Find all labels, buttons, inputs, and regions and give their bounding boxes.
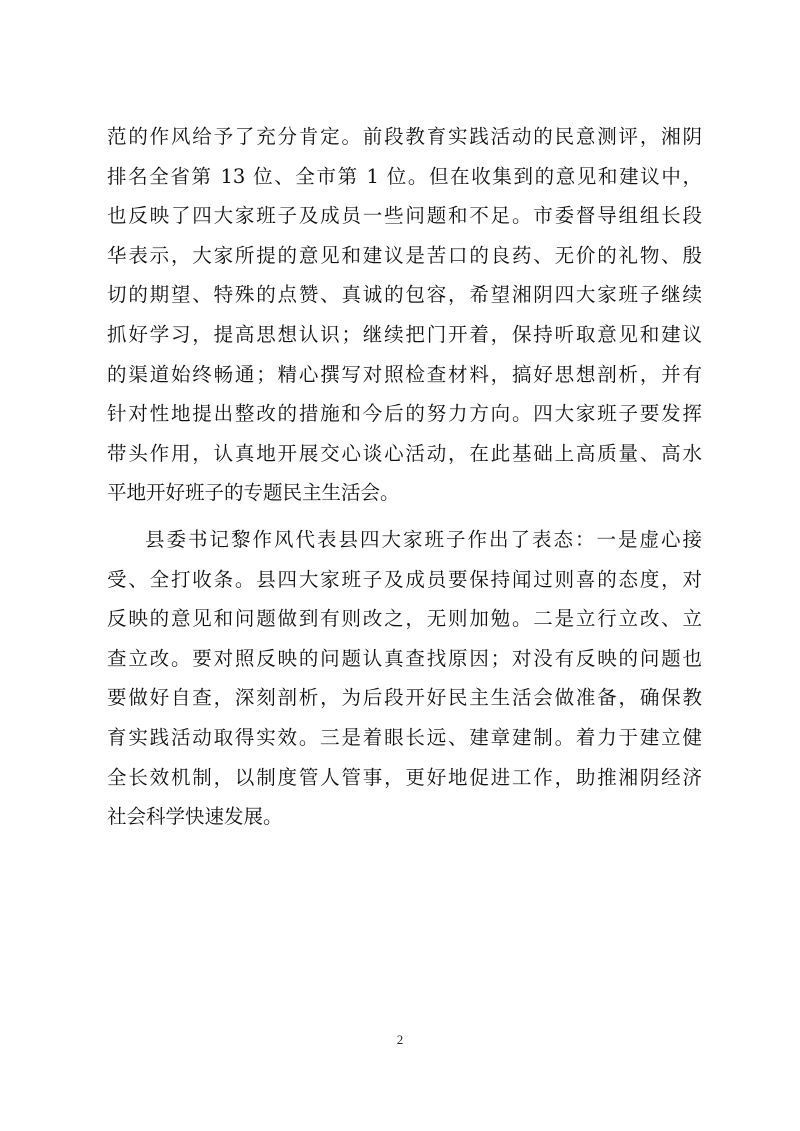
text-line: 育实践活动取得实效。三是着眼长远、建章建制。着力于建立健 bbox=[107, 725, 702, 749]
text-line: 抓好学习，提高思想认识；继续把门开着，保持听取意见和建议 bbox=[107, 322, 702, 346]
text-line: 排名全省第 13 位、全市第 1 位。但在收集到的意见和建议中， bbox=[107, 164, 702, 188]
text-line: 县委书记黎作风代表县四大家班子作出了表态：一是虚心接 bbox=[145, 527, 702, 551]
paragraph-spacer bbox=[107, 513, 702, 520]
text-line: 华表示，大家所提的意见和建议是苦口的良药、无价的礼物、殷 bbox=[107, 243, 702, 267]
text-line: 针对性地提出整改的措施和今后的努力方向。四大家班子要发挥 bbox=[107, 402, 702, 426]
text-line: 查立改。要对照反映的问题认真查找原因；对没有反映的问题也 bbox=[107, 646, 702, 670]
text-line: 受、全打收条。县四大家班子及成员要保持闻过则喜的态度，对 bbox=[107, 567, 702, 591]
text-line: 的渠道始终畅通；精心撰写对照检查材料，搞好思想剖析，并有 bbox=[107, 362, 702, 386]
page-number: 2 bbox=[396, 1032, 404, 1047]
text-line: 带头作用，认真地开展交心谈心活动，在此基础上高质量、高水 bbox=[107, 441, 702, 465]
text-line: 反映的意见和问题做到有则改之，无则加勉。二是立行立改、立 bbox=[107, 607, 702, 631]
paragraph-2 bbox=[107, 520, 702, 837]
text-line: 也反映了四大家班子及成员一些问题和不足。市委督导组组长段 bbox=[107, 204, 702, 228]
text-line: 范的作风给予了充分肯定。前段教育实践活动的民意测评，湘阴 bbox=[107, 125, 702, 148]
text-line: 社会科学快速发展。 bbox=[107, 805, 283, 829]
text-line: 要做好自查，深刻剖析，为后段开好民主生活会做准备，确保教 bbox=[107, 686, 702, 710]
text-line: 切的期望、特殊的点赞、真诚的包容，希望湘阴四大家班子继续 bbox=[107, 283, 702, 307]
text-line: 全长效机制，以制度管人管事，更好地促进工作，助推湘阴经济 bbox=[107, 765, 702, 789]
document-body bbox=[107, 117, 702, 837]
text-line: 平地开好班子的专题民主生活会。 bbox=[107, 481, 400, 505]
paragraph-1 bbox=[107, 117, 702, 513]
